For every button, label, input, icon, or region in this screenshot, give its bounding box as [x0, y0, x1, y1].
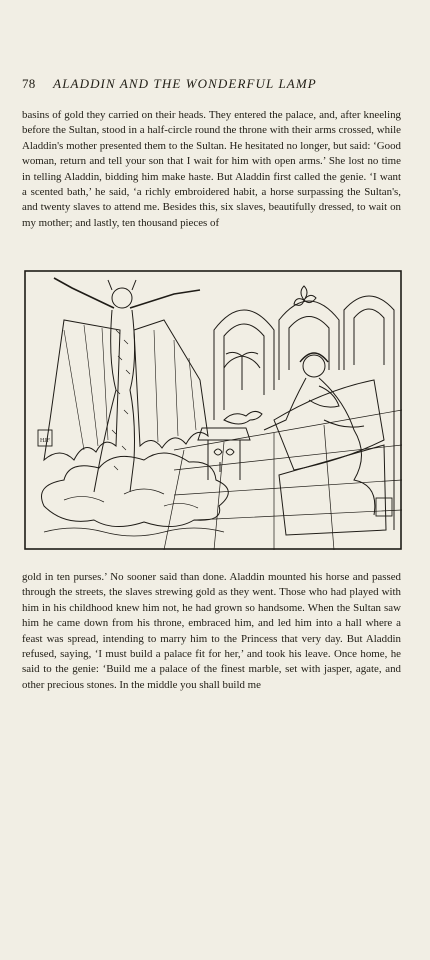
genie-and-aladdin-drawing [24, 270, 402, 550]
paragraph-after-illustration: gold in ten purses.’ No sooner said than done. Aladdin mounted his horse and passed through the streets, the slaves strewing gold as they went. Those who had played with him in his childhood knew him not, he had grown so handsome. When the Sultan saw him he came down from his throne, embraced him, and led him into a hall where a feast was spread, intending to marry him to the Princess that very day. But Aladdin refused, saying, ‘I must build a palace fit for her,’ and took his leave. Once home, he said to the genie: ‘Build me a palace of the finest marble, set with jasper, agate, and other precious stones. In the middle you shall build me [22, 571, 401, 691]
genie-wing-right [134, 320, 208, 448]
genie-arms [54, 278, 200, 308]
illustration-genie [24, 270, 402, 550]
lamp-table [198, 428, 250, 480]
genie-body [94, 310, 135, 492]
text-block-top [22, 108, 401, 231]
divan [274, 380, 384, 470]
genie-head [112, 288, 132, 308]
clover-window [294, 286, 316, 305]
lamp [224, 411, 262, 424]
running-title: ALADDIN AND THE WONDERFUL LAMP [53, 76, 317, 91]
arch-left [214, 310, 274, 420]
running-header [22, 76, 407, 92]
artist-monogram: HJF [39, 438, 51, 444]
palm-tree [224, 352, 260, 390]
aladdin-body [264, 378, 375, 515]
text-block-bottom [22, 570, 401, 693]
page-number: 78 [22, 76, 36, 91]
arch-center [279, 301, 339, 380]
aladdin-head [303, 355, 325, 377]
floor-tiles [164, 410, 402, 550]
paragraph-before-illustration: basins of gold they carried on their heads. They entered the palace, and, after kneeling before the Sultan, stood in a half-circle round the throne with their arms crossed, while Aladdin's mother presented them to the Sultan. He hesitated no longer, but said: ‘Good woman, return and tell your son that I wait for him with open arms.’ She lost no time in telling Aladdin, bidding him make haste. But Aladdin first called the genie. ‘I want a scented bath,’ he said, ‘a richly embroidered habit, a horse surpassing the Sultan's, and twenty slaves to attend me. Besides this, six slaves, beautifully dressed, to wait on my mother; and lastly, ten thousand pieces of [22, 109, 401, 229]
